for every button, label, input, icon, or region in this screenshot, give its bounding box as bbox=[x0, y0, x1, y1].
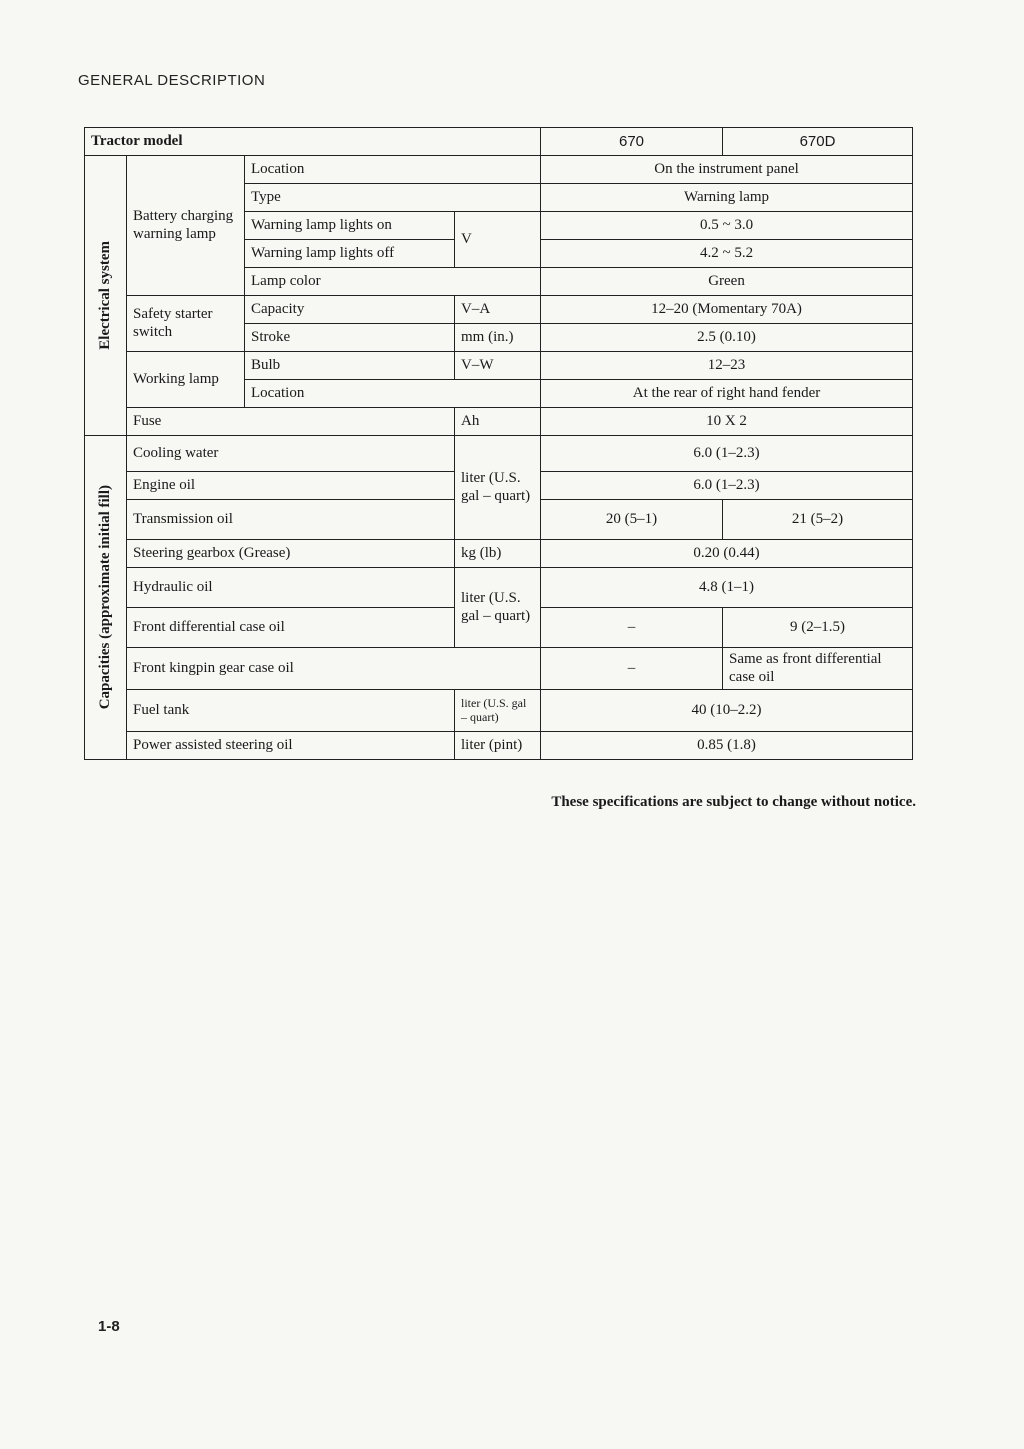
battery-lamp-label: Battery charging warning lamp bbox=[127, 156, 245, 296]
tractor-model-label: Tractor model bbox=[85, 128, 541, 156]
kingpin-label: Front kingpin gear case oil bbox=[127, 648, 541, 690]
lamp-color-label: Lamp color bbox=[245, 268, 541, 296]
power-steering-value: 0.85 (1.8) bbox=[541, 732, 913, 760]
location-label: Location bbox=[245, 156, 541, 184]
bulb-value: 12–23 bbox=[541, 352, 913, 380]
lights-off-value: 4.2 ~ 5.2 bbox=[541, 240, 913, 268]
liter-gal-unit-2: liter (U.S. gal – quart) bbox=[455, 568, 541, 648]
working-lamp-label: Working lamp bbox=[127, 352, 245, 408]
table-row bbox=[85, 436, 913, 472]
spec-table bbox=[84, 127, 913, 760]
model-670-header: 670 bbox=[541, 128, 723, 156]
liter-gal-unit: liter (U.S. gal – quart) bbox=[455, 436, 541, 540]
table-row bbox=[85, 732, 913, 760]
capacity-label: Capacity bbox=[245, 296, 455, 324]
type-label: Type bbox=[245, 184, 541, 212]
lights-on-value: 0.5 ~ 3.0 bbox=[541, 212, 913, 240]
transmission-670-value: 20 (5–1) bbox=[541, 500, 723, 540]
bulb-label: Bulb bbox=[245, 352, 455, 380]
va-unit: V–A bbox=[455, 296, 541, 324]
lamp-color-value: Green bbox=[541, 268, 913, 296]
lights-on-label: Warning lamp lights on bbox=[245, 212, 455, 240]
safety-switch-label: Safety starter switch bbox=[127, 296, 245, 352]
kingpin-670d-value: Same as front differential case oil bbox=[723, 648, 913, 690]
kg-unit: kg (lb) bbox=[455, 540, 541, 568]
liter-gal-unit-3: liter (U.S. gal – quart) bbox=[455, 690, 541, 732]
ah-unit: Ah bbox=[455, 408, 541, 436]
working-location-value: At the rear of right hand fender bbox=[541, 380, 913, 408]
page-number: 1-8 bbox=[98, 1318, 120, 1335]
table-row bbox=[85, 296, 913, 324]
power-steering-label: Power assisted steering oil bbox=[127, 732, 455, 760]
fuel-tank-value: 40 (10–2.2) bbox=[541, 690, 913, 732]
page-header-title: GENERAL DESCRIPTION bbox=[78, 72, 266, 89]
table-header-row bbox=[85, 128, 913, 156]
engine-oil-value: 6.0 (1–2.3) bbox=[541, 472, 913, 500]
mm-unit: mm (in.) bbox=[455, 324, 541, 352]
table-row bbox=[85, 690, 913, 732]
stroke-value: 2.5 (0.10) bbox=[541, 324, 913, 352]
transmission-oil-label: Transmission oil bbox=[127, 500, 455, 540]
steering-gearbox-value: 0.20 (0.44) bbox=[541, 540, 913, 568]
working-location-label: Location bbox=[245, 380, 541, 408]
specifications-note: These specifications are subject to change without notice. bbox=[551, 794, 916, 810]
engine-oil-label: Engine oil bbox=[127, 472, 455, 500]
hydraulic-oil-value: 4.8 (1–1) bbox=[541, 568, 913, 608]
capacities-group-label: Capacities (approximate initial fill) bbox=[85, 436, 127, 760]
table-row bbox=[85, 408, 913, 436]
table-row bbox=[85, 568, 913, 608]
table-row bbox=[85, 352, 913, 380]
front-diff-label: Front differential case oil bbox=[127, 608, 455, 648]
model-670d-header: 670D bbox=[723, 128, 913, 156]
front-diff-670d-value: 9 (2–1.5) bbox=[723, 608, 913, 648]
fuse-label: Fuse bbox=[127, 408, 455, 436]
fuse-value: 10 X 2 bbox=[541, 408, 913, 436]
table-row bbox=[85, 156, 913, 184]
transmission-670d-value: 21 (5–2) bbox=[723, 500, 913, 540]
fuel-tank-label: Fuel tank bbox=[127, 690, 455, 732]
lights-off-label: Warning lamp lights off bbox=[245, 240, 455, 268]
vw-unit: V–W bbox=[455, 352, 541, 380]
capacity-value: 12–20 (Momentary 70A) bbox=[541, 296, 913, 324]
front-diff-670-value: – bbox=[541, 608, 723, 648]
type-value: Warning lamp bbox=[541, 184, 913, 212]
steering-gearbox-label: Steering gearbox (Grease) bbox=[127, 540, 455, 568]
hydraulic-oil-label: Hydraulic oil bbox=[127, 568, 455, 608]
cooling-water-label: Cooling water bbox=[127, 436, 455, 472]
table-row bbox=[85, 540, 913, 568]
location-value: On the instrument panel bbox=[541, 156, 913, 184]
electrical-group-label: Electrical system bbox=[85, 156, 127, 436]
liter-pint-unit: liter (pint) bbox=[455, 732, 541, 760]
kingpin-670-value: – bbox=[541, 648, 723, 690]
table-row bbox=[85, 648, 913, 690]
stroke-label: Stroke bbox=[245, 324, 455, 352]
cooling-water-value: 6.0 (1–2.3) bbox=[541, 436, 913, 472]
volt-unit: V bbox=[455, 212, 541, 268]
spec-table-container bbox=[84, 127, 912, 760]
